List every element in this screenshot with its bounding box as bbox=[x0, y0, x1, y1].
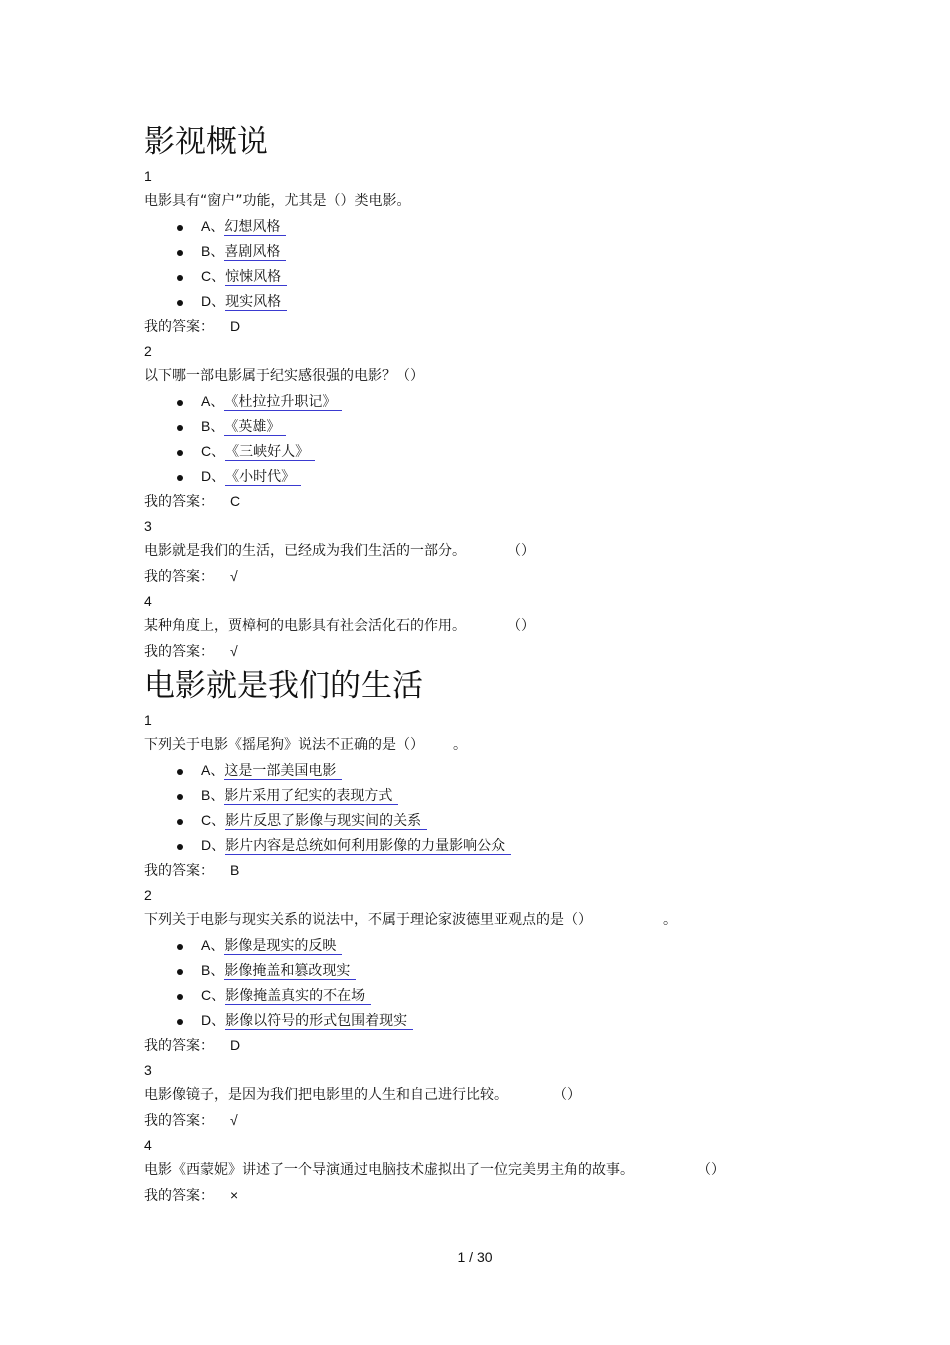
option-letter: A、 bbox=[201, 762, 225, 778]
option-item bbox=[144, 933, 824, 958]
option-letter: B、 bbox=[201, 962, 225, 978]
option-item bbox=[144, 958, 824, 983]
answer-blank: （） bbox=[514, 543, 535, 559]
question-text bbox=[144, 614, 824, 639]
option-item bbox=[144, 783, 824, 808]
option-item bbox=[144, 833, 824, 858]
option-text: 惊悚风格 bbox=[225, 269, 287, 286]
question-stem: 某种角度上，贾樟柯的电影具有社会活化石的作用。 bbox=[144, 618, 466, 634]
option-letter: D、 bbox=[201, 293, 226, 309]
question-number: 2 bbox=[144, 887, 152, 903]
document-page bbox=[144, 120, 824, 1208]
option-letter: A、 bbox=[201, 393, 225, 409]
option-list bbox=[144, 214, 824, 314]
question-number: 3 bbox=[144, 1062, 152, 1078]
answer-label: 我的答案： bbox=[144, 569, 214, 585]
answer-label: 我的答案： bbox=[144, 863, 214, 879]
page-number: 1 / 30 bbox=[457, 1249, 493, 1265]
question-text bbox=[144, 364, 824, 389]
question-number: 3 bbox=[144, 518, 152, 534]
question-stem: 下列关于电影与现实关系的说法中，不属于理论家波德里亚观点的是（） bbox=[144, 912, 585, 928]
option-text: 影像以符号的形式包围着现实 bbox=[225, 1013, 413, 1030]
my-answer bbox=[144, 1108, 824, 1133]
option-text: 影像掩盖真实的不在场 bbox=[225, 988, 371, 1005]
answer-label: 我的答案： bbox=[144, 494, 214, 510]
question-number: 2 bbox=[144, 343, 152, 359]
question-stem: 以下哪一部电影属于纪实感很强的电影？（） bbox=[144, 368, 424, 384]
answer-value: D bbox=[230, 318, 241, 334]
question-number: 4 bbox=[144, 1137, 152, 1153]
my-answer bbox=[144, 639, 824, 664]
question-stem: 电影像镜子，是因为我们把电影里的人生和自己进行比较。 bbox=[144, 1087, 508, 1103]
option-letter: B、 bbox=[201, 418, 225, 434]
option-text: 《三峡好人》 bbox=[225, 444, 315, 461]
answer-value: √ bbox=[230, 568, 238, 584]
option-list bbox=[144, 758, 824, 858]
answer-label: 我的答案： bbox=[144, 1113, 214, 1129]
option-item bbox=[144, 758, 824, 783]
answer-blank: 。 bbox=[663, 912, 677, 928]
option-item bbox=[144, 239, 824, 264]
answer-label: 我的答案： bbox=[144, 1038, 214, 1054]
question-stem: 下列关于电影《摇尾狗》说法不正确的是（） bbox=[144, 737, 417, 753]
option-text: 《杜拉拉升职记》 bbox=[224, 394, 342, 411]
question-number: 1 bbox=[144, 168, 152, 184]
question-stem: 电影具有“窗户”功能，尤其是（）类电影。 bbox=[144, 193, 411, 209]
option-text: 影像是现实的反映 bbox=[224, 938, 342, 955]
option-text: 幻想风格 bbox=[224, 219, 286, 236]
my-answer bbox=[144, 314, 824, 339]
option-text: 《英雄》 bbox=[224, 419, 286, 436]
my-answer bbox=[144, 1033, 824, 1058]
option-letter: A、 bbox=[201, 218, 225, 234]
option-text: 《小时代》 bbox=[225, 469, 301, 486]
my-answer bbox=[144, 1183, 824, 1208]
answer-blank: （） bbox=[704, 1162, 725, 1178]
option-letter: B、 bbox=[201, 243, 225, 259]
answer-value: × bbox=[230, 1187, 239, 1203]
option-letter: D、 bbox=[201, 837, 226, 853]
option-text: 影片采用了纪实的表现方式 bbox=[224, 788, 398, 805]
answer-value: √ bbox=[230, 1112, 238, 1128]
answer-label: 我的答案： bbox=[144, 319, 214, 335]
my-answer bbox=[144, 858, 824, 883]
option-text: 现实风格 bbox=[225, 294, 287, 311]
option-list bbox=[144, 389, 824, 489]
question-text bbox=[144, 733, 824, 758]
answer-blank: （） bbox=[560, 1087, 581, 1103]
option-letter: D、 bbox=[201, 1012, 226, 1028]
option-item bbox=[144, 214, 824, 239]
question-number: 1 bbox=[144, 712, 152, 728]
question-text bbox=[144, 1083, 824, 1108]
option-item bbox=[144, 439, 824, 464]
answer-value: √ bbox=[230, 643, 238, 659]
question-text bbox=[144, 189, 824, 214]
option-item bbox=[144, 414, 824, 439]
option-item bbox=[144, 464, 824, 489]
answer-blank: 。 bbox=[453, 737, 467, 753]
option-letter: A、 bbox=[201, 937, 225, 953]
option-item bbox=[144, 983, 824, 1008]
answer-value: D bbox=[230, 1037, 241, 1053]
option-letter: D、 bbox=[201, 468, 226, 484]
my-answer bbox=[144, 489, 824, 514]
section-title: 影视概说 bbox=[144, 124, 268, 160]
answer-blank: （） bbox=[514, 618, 535, 634]
question-stem: 电影《西蒙妮》讲述了一个导演通过电脑技术虚拟出了一位完美男主角的故事。 bbox=[144, 1162, 634, 1178]
answer-value: B bbox=[230, 862, 240, 878]
answer-value: C bbox=[230, 493, 241, 509]
question-stem: 电影就是我们的生活，已经成为我们生活的一部分。 bbox=[144, 543, 466, 559]
option-letter: C、 bbox=[201, 268, 226, 284]
answer-label: 我的答案： bbox=[144, 644, 214, 660]
question-text bbox=[144, 908, 824, 933]
option-text: 喜剧风格 bbox=[224, 244, 286, 261]
option-text: 这是一部美国电影 bbox=[224, 763, 342, 780]
option-text: 影像掩盖和篡改现实 bbox=[224, 963, 356, 980]
option-item bbox=[144, 389, 824, 414]
option-item bbox=[144, 1008, 824, 1033]
question-text bbox=[144, 1158, 824, 1183]
question-text bbox=[144, 539, 824, 564]
option-letter: B、 bbox=[201, 787, 225, 803]
section-title: 电影就是我们的生活 bbox=[144, 668, 423, 704]
option-item bbox=[144, 264, 824, 289]
answer-label: 我的答案： bbox=[144, 1188, 214, 1204]
option-letter: C、 bbox=[201, 443, 226, 459]
option-letter: C、 bbox=[201, 812, 226, 828]
option-text: 影片内容是总统如何利用影像的力量影响公众 bbox=[225, 838, 511, 855]
option-item bbox=[144, 289, 824, 314]
option-letter: C、 bbox=[201, 987, 226, 1003]
my-answer bbox=[144, 564, 824, 589]
option-item bbox=[144, 808, 824, 833]
question-number: 4 bbox=[144, 593, 152, 609]
option-list bbox=[144, 933, 824, 1033]
option-text: 影片反思了影像与现实间的关系 bbox=[225, 813, 427, 830]
